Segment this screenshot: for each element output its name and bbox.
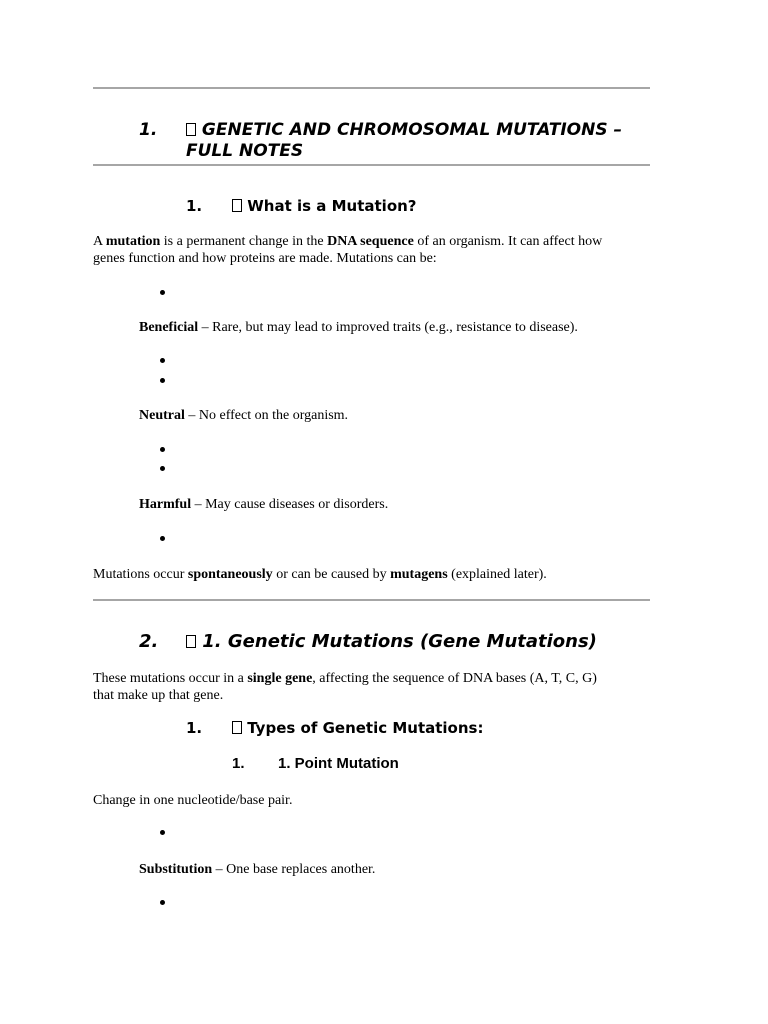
text: These mutations occur in a bbox=[93, 671, 248, 686]
text: or can be caused by bbox=[272, 567, 391, 582]
text: , affecting the sequence of DNA bases (A, T, C, G) bbox=[312, 671, 597, 686]
missing-glyph-icon bbox=[232, 721, 242, 734]
term-mutagens: mutagens bbox=[390, 567, 448, 582]
bullet bbox=[160, 378, 165, 383]
heading-title: 1. Genetic Mutations (Gene Mutations) bbox=[202, 631, 597, 652]
text: Mutations occur bbox=[93, 567, 188, 582]
term: Neutral bbox=[139, 408, 185, 423]
gene-intro-paragraph bbox=[93, 670, 673, 704]
list-item-neutral bbox=[139, 407, 348, 424]
missing-glyph-icon bbox=[186, 123, 196, 136]
text: A bbox=[93, 234, 106, 249]
subsection-number: 1. bbox=[232, 755, 245, 772]
causes-paragraph bbox=[93, 566, 547, 583]
section-divider bbox=[93, 599, 650, 601]
genetic-mutations-heading bbox=[139, 631, 597, 652]
bullet bbox=[160, 536, 165, 541]
missing-glyph-icon bbox=[232, 199, 242, 212]
term-dna-sequence: DNA sequence bbox=[327, 234, 414, 249]
bullet bbox=[160, 290, 165, 295]
missing-glyph-icon bbox=[186, 635, 196, 648]
heading-line1: GENETIC AND CHROMOSOMAL MUTATIONS – bbox=[201, 120, 622, 140]
desc: – No effect on the organism. bbox=[184, 408, 349, 423]
text: that make up that gene. bbox=[93, 688, 224, 703]
term: Substitution bbox=[139, 862, 213, 877]
section-number: 1. bbox=[186, 719, 203, 737]
main-heading bbox=[139, 120, 659, 141]
text: (explained later). bbox=[447, 567, 547, 582]
desc: – One base replaces another. bbox=[212, 862, 376, 877]
heading-number: 1. bbox=[139, 120, 158, 140]
text: of an organism. It can affect how bbox=[413, 234, 603, 249]
term-single-gene: single gene bbox=[247, 671, 313, 686]
section-title: Types of Genetic Mutations: bbox=[247, 719, 484, 737]
bullet bbox=[160, 358, 165, 363]
list-item-harmful bbox=[139, 496, 388, 513]
subsection-title: 1. Point Mutation bbox=[278, 755, 399, 772]
heading-number: 2. bbox=[139, 631, 159, 652]
term: Beneficial bbox=[139, 320, 199, 335]
intro-paragraph bbox=[93, 233, 673, 267]
term-mutation: mutation bbox=[105, 234, 161, 249]
term-spontaneously: spontaneously bbox=[187, 567, 273, 582]
term: Harmful bbox=[139, 497, 192, 512]
point-description: Change in one nucleotide/base pair. bbox=[93, 793, 293, 808]
text: genes function and how proteins are made. Mutations can be: bbox=[93, 251, 437, 266]
desc: – May cause diseases or disorders. bbox=[191, 497, 389, 512]
text: is a permanent change in the bbox=[160, 234, 328, 249]
bullet bbox=[160, 466, 165, 471]
bullet bbox=[160, 830, 165, 835]
section-number: 1. bbox=[186, 197, 203, 215]
bullet bbox=[160, 900, 165, 905]
list-item-substitution bbox=[139, 861, 375, 878]
heading-divider bbox=[93, 164, 650, 166]
desc: – Rare, but may lead to improved traits (e.g., resistance to disease). bbox=[198, 320, 578, 335]
section-what-heading bbox=[186, 197, 417, 216]
point-mutation-heading bbox=[232, 755, 399, 773]
heading-line2: FULL NOTES bbox=[186, 141, 304, 161]
list-item-beneficial bbox=[139, 319, 578, 336]
types-heading bbox=[186, 719, 483, 738]
top-divider bbox=[93, 87, 650, 89]
bullet bbox=[160, 447, 165, 452]
section-title: What is a Mutation? bbox=[247, 197, 417, 215]
